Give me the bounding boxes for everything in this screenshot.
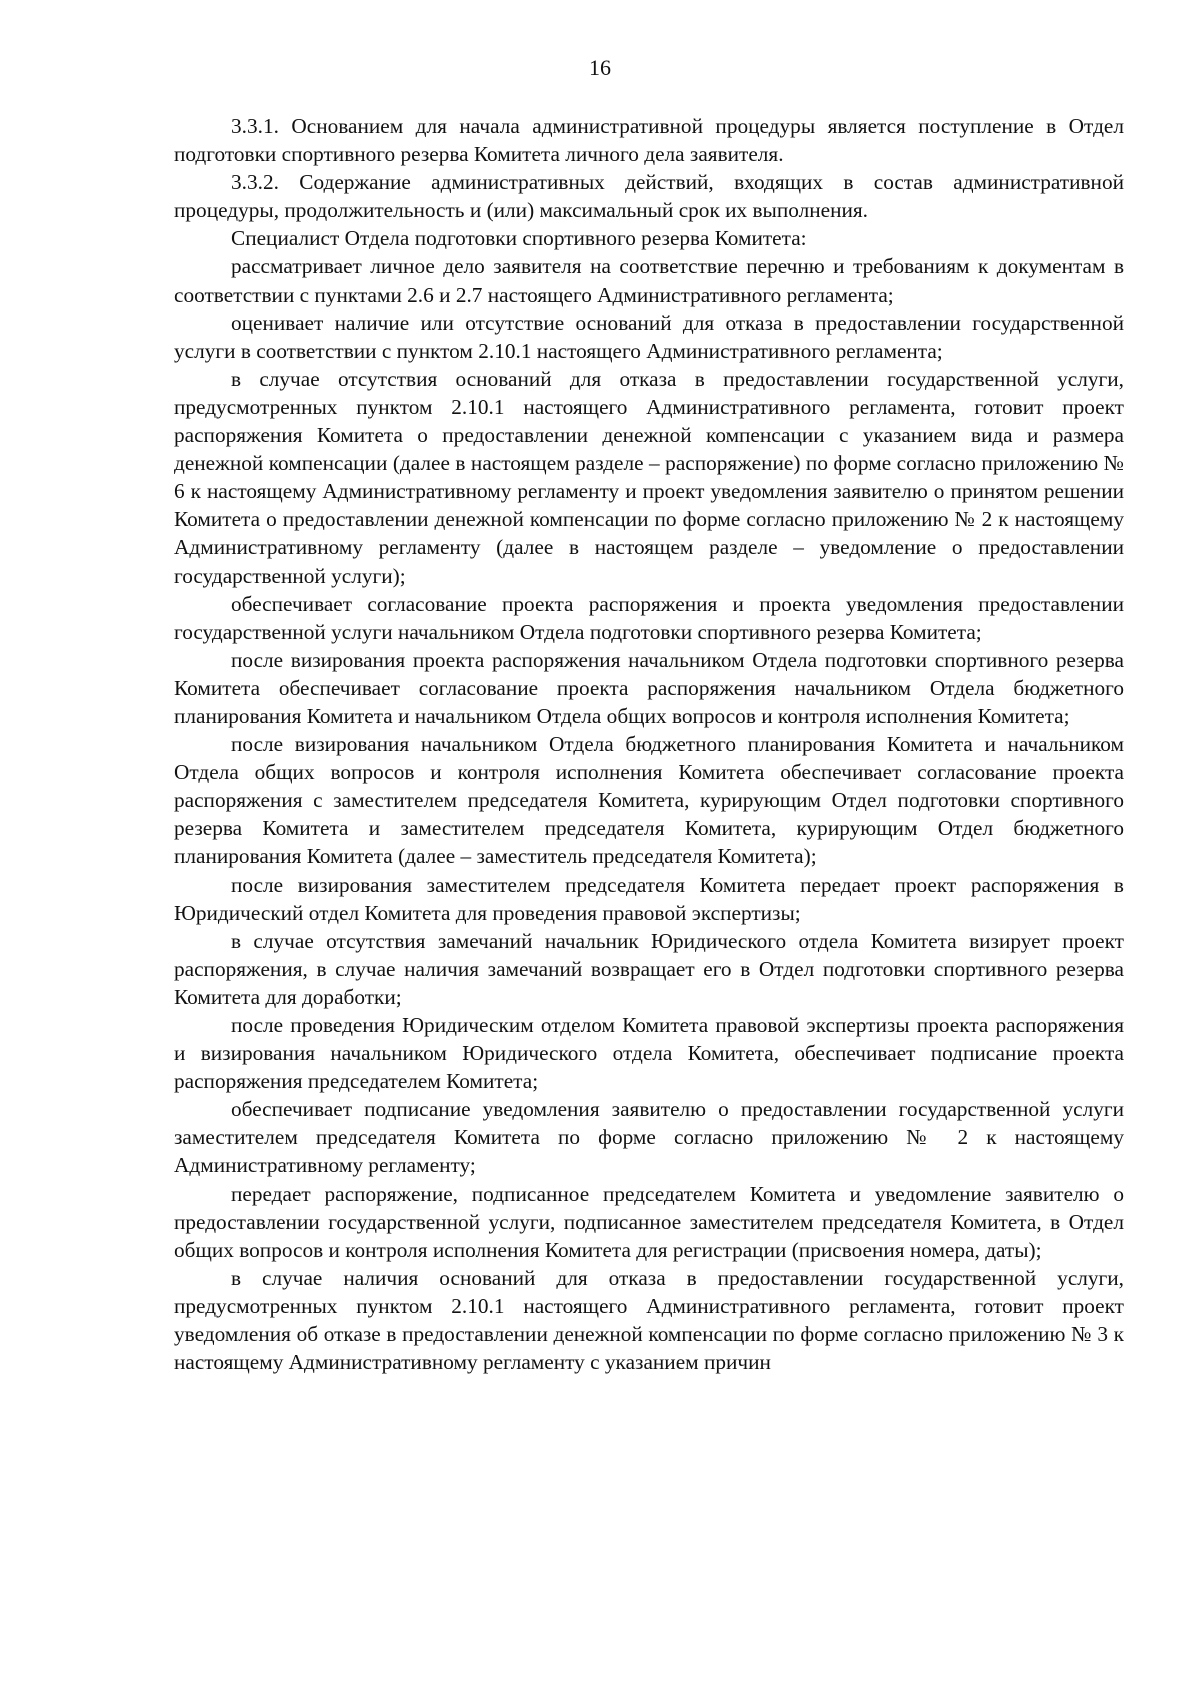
paragraph-refusal: в случае наличия оснований для отказа в предоставлении государственной услуги, предусмотренных пунктом 2.10.1 настоящего Административного регламента, готовит проект уведомления об отказе в предоставлении денежной компенсации по форме согласно приложению № 3 к настоящему Административному регламенту с указанием причин	[174, 1265, 1124, 1375]
paragraph-specialist-intro: Специалист Отдела подготовки спортивного резерва Комитета:	[231, 226, 807, 251]
paragraph-3-3-2: 3.3.2. Содержание административных действий, входящих в состав административной процедуры, продолжительность и (или) максимальный срок их выполнения.	[174, 170, 1124, 223]
document-body	[174, 112, 1124, 1376]
paragraph-chairman-signing: после проведения Юридическим отделом Комитета правовой экспертизы проекта распоряжения и визирования начальником Юридического отдела Комитета, обеспечивает подписание проекта распоряжения председателем Комитета;	[174, 1013, 1124, 1094]
paragraph-notice-signing: обеспечивает подписание уведомления заявителю о предоставлении государственной услуги заместителем председателя Комитета по форме согласно приложению № 2 к настоящему Административному регламенту;	[174, 1097, 1124, 1178]
paragraph-evaluates-grounds: оценивает наличие или отсутствие оснований для отказа в предоставлении государственной услуги в соответствии с пунктом 2.10.1 настоящего Административного регламента;	[174, 310, 1124, 363]
paragraph-after-visa-head: после визирования проекта распоряжения начальником Отдела подготовки спортивного резерва Комитета обеспечивает согласование проекта распоряжения начальником Отдела бюджетного планирования Комитета и начальником Отдела общих вопросов и контроля исполнения Комитета;	[174, 647, 1124, 728]
paragraph-registration: передает распоряжение, подписанное председателем Комитета и уведомление заявителю о предоставлении государственной услуги, подписанное заместителем председателя Комитета, в Отдел общих вопросов и контроля исполнения Комитета для регистрации (присвоения номера, даты);	[174, 1181, 1124, 1262]
paragraph-legal-review: в случае отсутствия замечаний начальник Юридического отдела Комитета визирует проект распоряжения, в случае наличия замечаний возвращает его в Отдел подготовки спортивного резерва Комитета для доработки;	[174, 928, 1124, 1009]
paragraph-after-visa-deputy: после визирования заместителем председателя Комитета передает проект распоряжения в Юридический отдел Комитета для проведения правовой экспертизы;	[174, 872, 1124, 925]
page-number: 16	[589, 55, 611, 80]
paragraph-ensures-approval: обеспечивает согласование проекта распоряжения и проекта уведомления предоставлении государственной услуги начальником Отдела подготовки спортивного резерва Комитета;	[174, 591, 1124, 644]
paragraph-after-visa-budget: после визирования начальником Отдела бюджетного планирования Комитета и начальником Отдела общих вопросов и контроля исполнения Комитета обеспечивает согласование проекта распоряжения с заместителем председателя Комитета, курирующим Отдел подготовки спортивного резерва Комитета и заместителем председателя Комитета, курирующим Отдел бюджетного планирования Комитета (далее – заместитель председателя Комитета);	[174, 732, 1124, 869]
paragraph-reviews-file: рассматривает личное дело заявителя на соответствие перечню и требованиям к документам в соответствии с пунктами 2.6 и 2.7 настоящего Административного регламента;	[174, 254, 1124, 307]
paragraph-3-3-1: 3.3.1. Основанием для начала административной процедуры является поступление в Отдел подготовки спортивного резерва Комитета личного дела заявителя.	[174, 114, 1124, 167]
paragraph-prepares-order: в случае отсутствия оснований для отказа в предоставлении государственной услуги, предусмотренных пунктом 2.10.1 настоящего Административного регламента, готовит проект распоряжения Комитета о предоставлении денежной компенсации с указанием вида и размера денежной компенсации (далее в настоящем разделе – распоряжение) по форме согласно приложению № 6 к настоящему Административному регламенту и проект уведомления заявителю о принятом решении Комитета о предоставлении денежной компенсации по форме согласно приложению № 2 к настоящему Административному регламенту (далее в настоящем разделе – уведомление о предоставлении государственной услуги);	[174, 366, 1124, 588]
